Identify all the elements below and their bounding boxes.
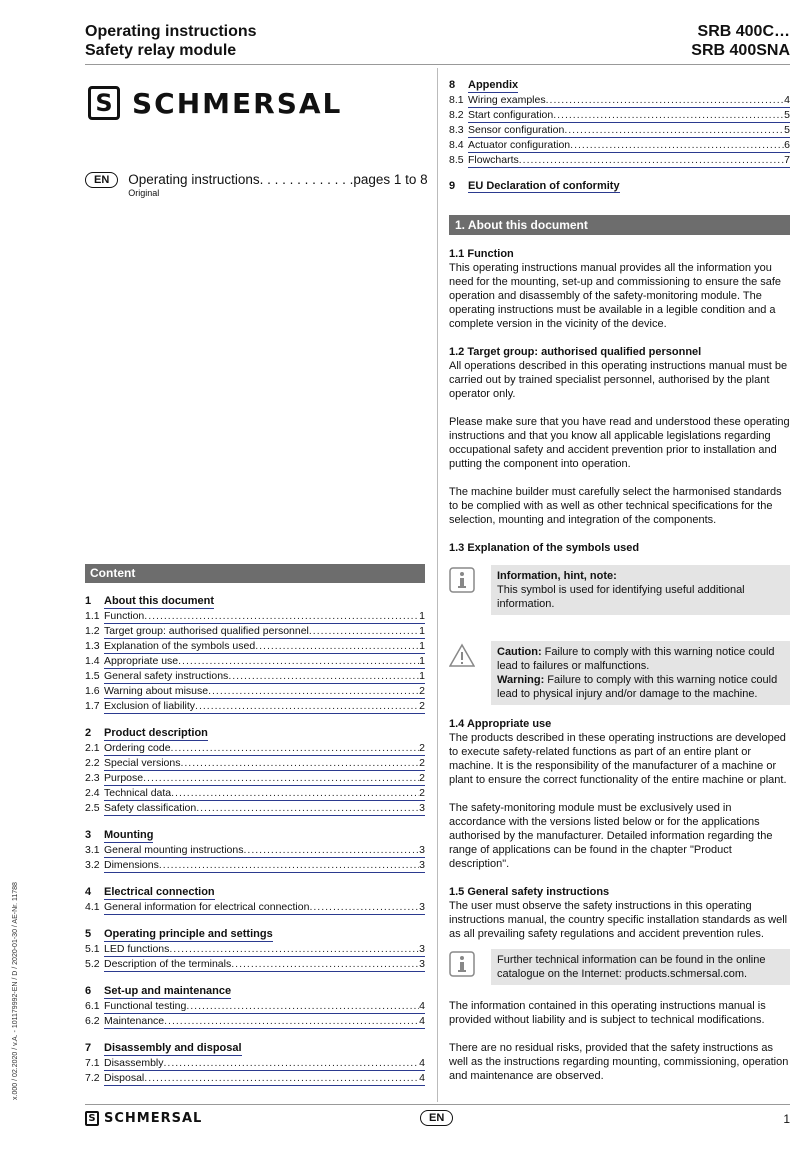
- toc-item-number: 1.4: [85, 655, 100, 667]
- s12-p2: Please make sure that you have read and understood these operating instructions and that you know all applicable legislations regarding occupational safety and accident prevention prior to installation and putting the component into operation.: [449, 416, 790, 470]
- toc-section-heading[interactable]: 7 Disassembly and disposal: [85, 1042, 242, 1054]
- footer-logo: [85, 1111, 202, 1126]
- caution-text: Failure to comply with this warning notice could lead to failures or malfunctions.: [497, 646, 775, 672]
- toc-leader: [309, 624, 419, 638]
- toc-leader: [144, 609, 419, 623]
- toc-item-number: 2.5: [85, 802, 100, 814]
- toc-item-page: 3: [419, 844, 425, 856]
- toc-item-number: 8.2: [449, 109, 464, 121]
- toc-item-page: 5: [784, 109, 790, 121]
- right-column: [449, 78, 790, 1083]
- toc-item-number: 2.2: [85, 757, 100, 769]
- toc-section: [85, 927, 425, 972]
- info-note: [449, 565, 790, 615]
- toc-item-label: Target group: authorised qualified personnel: [104, 625, 309, 637]
- toc-item-page: 1: [419, 625, 425, 637]
- warning-text: Failure to comply with this warning notice could lead to physical injury and/or damage to the machine.: [497, 674, 778, 700]
- toc-section-heading[interactable]: 1 About this document: [85, 595, 214, 607]
- logo-text: SCHMERSAL: [132, 86, 343, 120]
- toc-item-page: 4: [419, 1015, 425, 1027]
- toc-item-label: Disassembly: [104, 1057, 164, 1069]
- toc-item-number: 8.4: [449, 139, 464, 151]
- toc-item-number: 7.2: [85, 1072, 100, 1084]
- toc-item-page: 3: [419, 943, 425, 955]
- footer-logo-mark-icon: S: [85, 1111, 99, 1126]
- toc-item-label: Disposal: [104, 1072, 145, 1084]
- toc-item[interactable]: [85, 1071, 425, 1086]
- toc-item-page: 7: [784, 154, 790, 166]
- toc-leader: [164, 1056, 420, 1070]
- toc-leader: [519, 153, 784, 167]
- warning-label: Warning:: [497, 674, 545, 686]
- toc-item-label: Purpose: [104, 772, 144, 784]
- toc-item-page: 3: [419, 901, 425, 913]
- page-number: 1: [783, 1112, 790, 1126]
- toc-item-number: 2.1: [85, 742, 100, 754]
- toc-item-number: 8.3: [449, 124, 464, 136]
- info-icon: [449, 567, 475, 593]
- s12-p3: The machine builder must carefully select the harmonised standards to be complied with as well as other technical specifications for the selection, mounting and integration of the components.: [449, 486, 782, 526]
- toc-item-page: 5: [784, 124, 790, 136]
- header-divider: [85, 64, 790, 65]
- info-icon: [449, 951, 475, 977]
- toc-leader: [228, 669, 419, 683]
- toc-item[interactable]: [85, 741, 425, 756]
- toc-item-page: 2: [419, 700, 425, 712]
- toc-item[interactable]: [85, 801, 425, 816]
- toc-item-label: Functional testing: [104, 1000, 187, 1012]
- toc-item-label: Start configuration: [468, 109, 554, 121]
- toc-item[interactable]: [85, 654, 425, 669]
- info-text: This symbol is used for identifying useful additional information.: [497, 584, 745, 610]
- toc-item-label: General safety instructions: [104, 670, 229, 682]
- s15-p1: The user must observe the safety instructions in this operating instructions manual, the country specific installation standards as well as all prevailing safety regulations and accident prevention rules.: [449, 900, 788, 940]
- toc-item[interactable]: [85, 699, 425, 714]
- header-title-left: [85, 22, 257, 60]
- s14-title: 1.4 Appropriate use: [449, 718, 552, 730]
- toc-leader: [195, 699, 419, 713]
- footer-divider: [85, 1104, 790, 1105]
- catalogue-note-text: Further technical information can be found in the online catalogue on the Internet: products.schmersal.com.: [491, 949, 790, 985]
- s14-p1: The products described in these operating instructions are developed to execute safety-related functions as part of an entire plant or machine. It is the responsibility of the manufacturer of a machine or plant to ensure the correct functionality of the entire machine or plant.: [449, 732, 787, 786]
- toc-section-heading[interactable]: 2 Product description: [85, 727, 208, 739]
- toc-leader: [570, 138, 784, 152]
- s13-title: 1.3 Explanation of the symbols used: [449, 542, 640, 554]
- toc-item[interactable]: [449, 93, 790, 108]
- toc-leader: [164, 1014, 419, 1028]
- toc-item-number: 1.7: [85, 700, 100, 712]
- toc-item-label: Exclusion of liability: [104, 700, 196, 712]
- toc-item-number: 2.4: [85, 787, 100, 799]
- toc-item-page: 4: [784, 94, 790, 106]
- header-doc-type: Operating instructions: [85, 23, 257, 40]
- header-model-1: SRB 400C…: [697, 23, 790, 40]
- toc-leader: [180, 756, 419, 770]
- toc-item-page: 2: [419, 757, 425, 769]
- toc-item-page: 2: [419, 685, 425, 697]
- toc-item-number: 4.1: [85, 901, 100, 913]
- language-badge: EN: [85, 172, 118, 188]
- toc-item[interactable]: [85, 957, 425, 972]
- toc-item-label: Special versions: [104, 757, 181, 769]
- toc-item-page: 3: [419, 859, 425, 871]
- toc-section: [85, 726, 425, 816]
- toc-item[interactable]: [85, 843, 425, 858]
- toc-item[interactable]: [85, 942, 425, 957]
- s14-p2: The safety-monitoring module must be exclusively used in accordance with the versions listed below or for the applications authorised by the manufacturer. Detailed information regarding the range of applications can be found in the chapter "Product description".: [449, 802, 773, 870]
- s12-title: 1.2 Target group: authorised qualified personnel: [449, 346, 702, 358]
- toc-item-number: 1.5: [85, 670, 100, 682]
- toc-item-page: 1: [419, 670, 425, 682]
- info-title: Information, hint, note:: [497, 570, 617, 582]
- section-1-heading: 1. About this document: [449, 215, 790, 235]
- toc-item-label: Dimensions: [104, 859, 159, 871]
- toc-item-page: 4: [419, 1057, 425, 1069]
- toc-item-page: 2: [419, 742, 425, 754]
- toc-section: [85, 1041, 425, 1086]
- toc-item-number: 5.1: [85, 943, 100, 955]
- toc-item[interactable]: [85, 771, 425, 786]
- toc-item[interactable]: [449, 153, 790, 168]
- appendix-heading[interactable]: 8 Appendix: [449, 79, 519, 91]
- toc-leader: [169, 942, 419, 956]
- toc-leader: [564, 123, 784, 137]
- content-heading: Content: [85, 564, 425, 583]
- toc-item-number: 1.6: [85, 685, 100, 697]
- toc-leader: [171, 786, 419, 800]
- side-document-code: x.000 / 02.2020 / v.A. - 101179992-EN / D / 2020-01-30 / AE-Nr. 11788: [12, 882, 19, 1100]
- eu-declaration-link[interactable]: 9 EU Declaration of conformity: [449, 180, 620, 192]
- s11-title: 1.1 Function: [449, 248, 514, 260]
- toc-section: [85, 984, 425, 1029]
- toc-item-page: 3: [419, 958, 425, 970]
- toc-item-label: Actuator configuration: [468, 139, 571, 151]
- s15-p3: There are no residual risks, provided that the safety instructions as well as the instructions regarding mounting, commissioning, operation and maintenance are observed.: [449, 1042, 789, 1082]
- toc-item[interactable]: [85, 684, 425, 699]
- toc-item-label: Ordering code: [104, 742, 171, 754]
- toc-item-label: Maintenance: [104, 1015, 165, 1027]
- toc-leader: [553, 108, 784, 122]
- toc-item-label: Sensor configuration: [468, 124, 565, 136]
- toc-item-page: 6: [784, 139, 790, 151]
- toc-item-number: 1.1: [85, 610, 100, 622]
- toc-item[interactable]: [85, 858, 425, 873]
- column-divider: [437, 68, 438, 1102]
- toc-item-page: 4: [419, 1072, 425, 1084]
- toc-item-label: Warning about misuse: [104, 685, 209, 697]
- toc-item[interactable]: [449, 108, 790, 123]
- toc-leader: [159, 858, 419, 872]
- toc-item-label: LED functions: [104, 943, 170, 955]
- toc-item-page: 1: [419, 610, 425, 622]
- toc-leader: [244, 843, 420, 857]
- language-row: [85, 172, 428, 198]
- header-model-2: SRB 400SNA: [691, 42, 790, 59]
- toc-item-label: Appropriate use: [104, 655, 179, 667]
- toc-item-label: Wiring examples: [468, 94, 546, 106]
- warning-triangle-icon: [449, 643, 475, 669]
- toc-item-label: General information for electrical connection: [104, 901, 310, 913]
- toc-item[interactable]: [85, 1014, 425, 1029]
- footer-language-badge: EN: [420, 1110, 453, 1126]
- toc-item-label: Technical data: [104, 787, 172, 799]
- toc-item[interactable]: [85, 1056, 425, 1071]
- toc-leader: [208, 684, 419, 698]
- toc-item-number: 3.2: [85, 859, 100, 871]
- toc-item[interactable]: [85, 669, 425, 684]
- s15-title: 1.5 General safety instructions: [449, 886, 610, 898]
- toc-leader: [196, 801, 419, 815]
- toc-section-heading[interactable]: 3 Mounting: [85, 829, 154, 841]
- toc-item-number: 6.1: [85, 1000, 100, 1012]
- toc-item-number: 1.2: [85, 625, 100, 637]
- toc-item[interactable]: [449, 123, 790, 138]
- catalogue-note: [449, 949, 790, 985]
- s12-p1: All operations described in this operating instructions manual must be carried out by trained specialist personnel, authorised by the plant operator only.: [449, 360, 788, 400]
- toc-item-number: 5.2: [85, 958, 100, 970]
- toc-item-number: 3.1: [85, 844, 100, 856]
- toc-item-page: 1: [419, 655, 425, 667]
- toc-item[interactable]: [85, 999, 425, 1014]
- toc-item-page: 2: [419, 787, 425, 799]
- toc-item-number: 6.2: [85, 1015, 100, 1027]
- toc-item-number: 1.3: [85, 640, 100, 652]
- toc-section-heading[interactable]: 5 Operating principle and settings: [85, 928, 273, 940]
- toc-leader: [171, 741, 420, 755]
- toc-item[interactable]: [85, 609, 425, 624]
- toc-leader: [144, 1071, 419, 1085]
- toc-item-number: 8.5: [449, 154, 464, 166]
- toc-item-label: General mounting instructions: [104, 844, 244, 856]
- toc-item-number: 7.1: [85, 1057, 100, 1069]
- toc-item-number: 2.3: [85, 772, 100, 784]
- toc-item[interactable]: [85, 756, 425, 771]
- toc-section: [85, 594, 425, 714]
- language-label: Operating instructions. . . . . . . . . . . . .pages 1 to 8: [128, 172, 428, 187]
- schmersal-logo: [88, 86, 342, 120]
- toc-section-heading[interactable]: 6 Set-up and maintenance: [85, 985, 232, 997]
- toc-leader: [231, 957, 419, 971]
- toc-item-page: 3: [419, 802, 425, 814]
- toc-section-heading[interactable]: 4 Electrical connection: [85, 886, 215, 898]
- footer-logo-text: SCHMERSAL: [104, 1111, 203, 1126]
- appendix-section: [449, 78, 790, 168]
- toc-item[interactable]: [85, 639, 425, 654]
- toc-leader: [186, 999, 419, 1013]
- s15-p2: The information contained in this operating instructions manual is provided without liability and is subject to technical modifications.: [449, 1000, 766, 1026]
- toc-item-label: Flowcharts: [468, 154, 519, 166]
- toc-section: [85, 828, 425, 873]
- toc-item-page: 1: [419, 640, 425, 652]
- toc-leader: [255, 639, 419, 653]
- caution-note: [449, 641, 790, 705]
- toc-item[interactable]: [85, 624, 425, 639]
- logo-mark-icon: S: [88, 86, 120, 120]
- toc-item[interactable]: [85, 786, 425, 801]
- toc-item[interactable]: [449, 138, 790, 153]
- toc-leader: [309, 900, 419, 914]
- toc-item-page: 4: [419, 1000, 425, 1012]
- s11-text: This operating instructions manual provides all the information you need for the mounting, set-up and commissioning to ensure the safe operation and disassembly of the safety-monitoring module. The operating instructions must be available in a legible condition and a complete version in the vicinity of the device.: [449, 262, 782, 330]
- toc-item-label: Safety classification: [104, 802, 197, 814]
- header-product-type: Safety relay module: [85, 42, 237, 59]
- toc-item-label: Explanation of the symbols used: [104, 640, 256, 652]
- toc-item-label: Description of the terminals: [104, 958, 232, 970]
- table-of-contents: [85, 594, 425, 1098]
- header-title-right: [691, 22, 790, 60]
- toc-item[interactable]: [85, 900, 425, 915]
- toc-leader: [546, 93, 785, 107]
- toc-item-label: Function: [104, 610, 145, 622]
- toc-leader: [178, 654, 419, 668]
- caution-label: Caution:: [497, 646, 542, 658]
- language-sub: Original: [128, 188, 160, 198]
- toc-item-number: 8.1: [449, 94, 464, 106]
- toc-item-page: 2: [419, 772, 425, 784]
- toc-section: [85, 885, 425, 915]
- toc-leader: [143, 771, 419, 785]
